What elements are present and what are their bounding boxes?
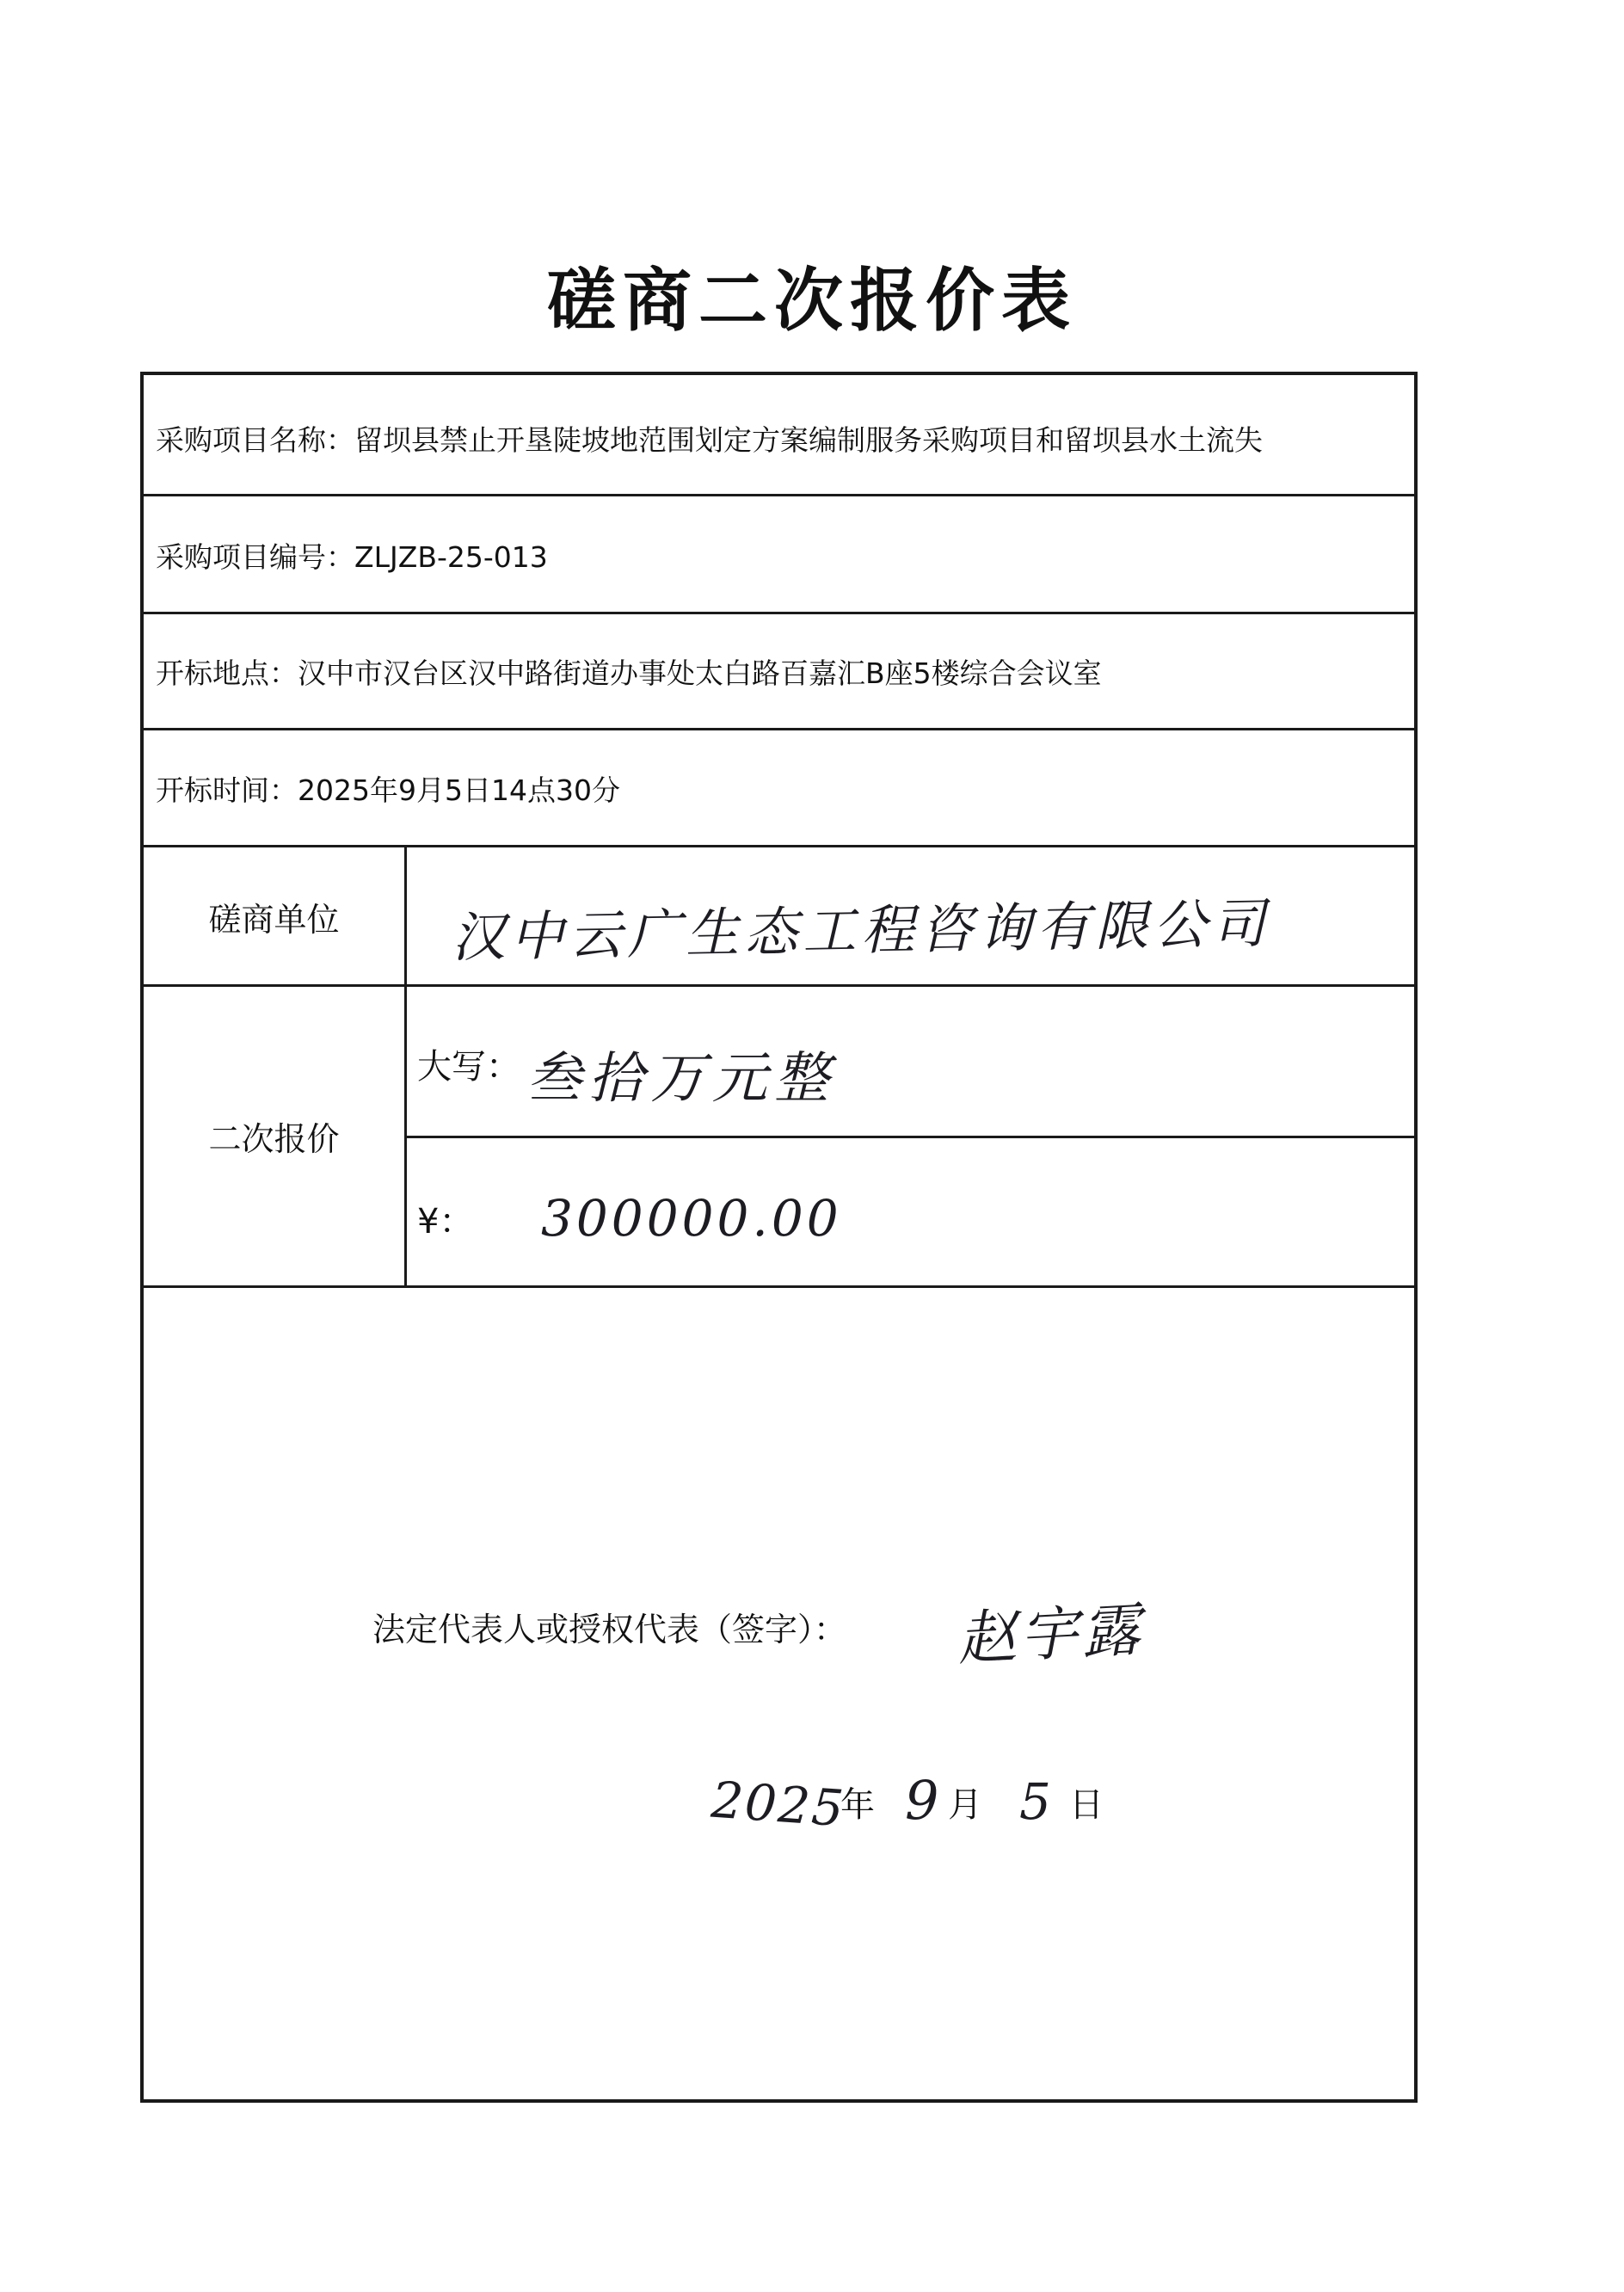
divider	[144, 494, 1418, 496]
divider	[144, 728, 1418, 730]
project-number-row: 采购项目编号：ZLJZB-25-013	[156, 540, 548, 574]
divider	[144, 984, 1418, 987]
supplier-name-handwritten: 汉中云广生态工程咨询有限公司	[451, 891, 1271, 970]
divider	[144, 845, 1418, 847]
project-name-row: 采购项目名称：留坝县禁止开垦陡坡地范围划定方案编制服务采购项目和留坝县水土流失	[156, 423, 1263, 457]
date-month-unit: 月	[948, 1785, 982, 1825]
date-day-handwritten: 5	[1019, 1772, 1051, 1831]
date-day-unit: 日	[1069, 1785, 1104, 1825]
uppercase-amount-label: 大写：	[417, 1047, 520, 1087]
divider	[144, 1285, 1418, 1288]
quote-form-frame	[140, 372, 1418, 2103]
column-divider	[404, 845, 407, 1285]
uppercase-amount-handwritten: 叁拾万元整	[526, 1047, 836, 1111]
numeric-amount-handwritten: 300000.00	[541, 1189, 842, 1248]
opening-time-row: 开标时间：2025年9月5日14点30分	[156, 773, 620, 807]
divider	[404, 1136, 1418, 1138]
opening-location-row: 开标地点：汉中市汉台区汉中路街道办事处太白路百嘉汇B座5楼综合会议室	[156, 656, 1102, 690]
divider	[144, 612, 1418, 614]
date-year-handwritten: 2025	[709, 1770, 847, 1839]
supplier-label: 磋商单位	[208, 901, 340, 939]
signature-handwritten: 赵宇露	[956, 1596, 1146, 1674]
signature-label: 法定代表人或授权代表（签字）：	[372, 1611, 847, 1648]
date-year-unit: 年	[840, 1785, 875, 1825]
date-month-handwritten: 9	[905, 1769, 939, 1832]
page-title: 磋商二次报价表	[547, 260, 1077, 341]
quote-label: 二次报价	[208, 1120, 340, 1158]
numeric-amount-label: ¥：	[417, 1202, 474, 1242]
